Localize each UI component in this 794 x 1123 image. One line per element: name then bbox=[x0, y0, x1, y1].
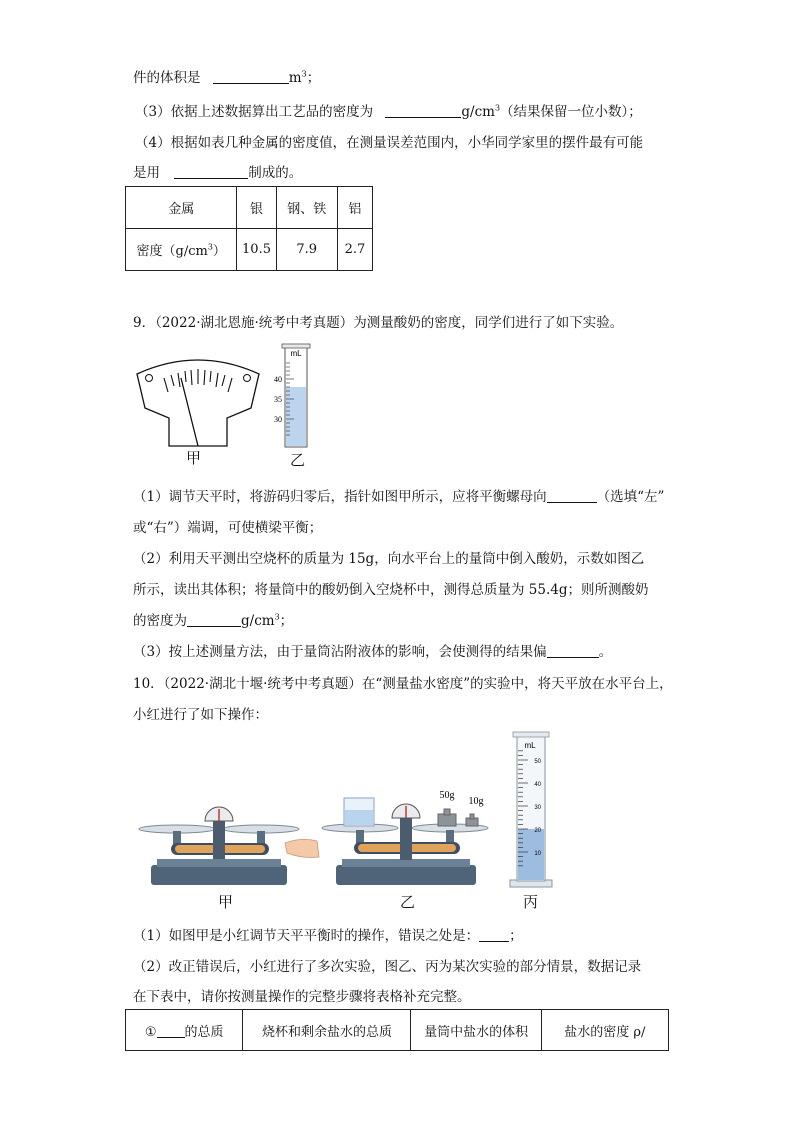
q10-title-line1: 10．（2022·湖北十堰·统考中考真题）在“测量盐水密度”的实验中，将天平放在水平台上， bbox=[133, 676, 673, 692]
q9-title: 9．（2022·湖北恩施·统考中考真题）为测量酸奶的密度，同学们进行了如下实验。 bbox=[133, 315, 624, 331]
weight-label-10g: 10g bbox=[468, 796, 484, 807]
q9-item-3: （3）按上述测量方法，由于量筒沾附液体的影响，会使测得的结果偏 。 bbox=[133, 644, 613, 660]
figure-label-yi: 乙 bbox=[400, 893, 416, 911]
table-cell: 量筒中盐水的体积 bbox=[411, 1010, 541, 1051]
balance-figure-yi bbox=[320, 776, 500, 887]
prev-item-4-line1: （4）根据如表几种金属的密度值，在测量误差范围内，小华同学家里的摆件最有可能 bbox=[135, 135, 644, 151]
cylinder-figure-q9 bbox=[268, 343, 318, 449]
table-cell: 10.5 bbox=[237, 229, 276, 271]
hand-image bbox=[285, 839, 319, 857]
cylinder-unit-label: mL bbox=[290, 349, 302, 358]
cylinder-tick-label: 50 bbox=[534, 759, 541, 765]
q9-item-1-line2: 或“右”）端调，可使横梁平衡； bbox=[133, 520, 323, 536]
answer-blank[interactable] bbox=[187, 614, 241, 627]
table-row bbox=[126, 187, 373, 229]
cylinder-figure-q10 bbox=[508, 730, 554, 888]
balance-base bbox=[151, 865, 287, 885]
cylinder-tick-label: 20 bbox=[534, 828, 541, 834]
q9-item-2-line3: 的密度为 $g/cm^3$； bbox=[133, 612, 294, 629]
volume-line: 件的体积是 $m^3$； bbox=[133, 69, 321, 86]
table-row bbox=[126, 1010, 669, 1051]
table-cell: 金属 bbox=[126, 187, 237, 229]
balance-figure-jia bbox=[135, 805, 320, 887]
cylinder-tick-label: 40 bbox=[534, 782, 541, 788]
saltwater-data-table bbox=[125, 1009, 669, 1051]
table-row bbox=[126, 229, 373, 271]
answer-blank[interactable] bbox=[174, 166, 248, 179]
cylinder-tick-label: 40 bbox=[274, 375, 282, 384]
answer-blank[interactable] bbox=[213, 71, 289, 84]
cylinder-tick-label: 10 bbox=[534, 851, 541, 857]
cylinder-tick-label: 30 bbox=[274, 415, 282, 424]
answer-blank[interactable] bbox=[157, 1025, 185, 1038]
answer-blank[interactable] bbox=[547, 645, 599, 658]
table-cell: 铝 bbox=[337, 187, 372, 229]
table-cell: 密度$(g/cm^3)$ bbox=[126, 229, 237, 271]
answer-blank[interactable] bbox=[547, 490, 597, 503]
cylinder-liquid bbox=[286, 387, 306, 446]
balance-base bbox=[336, 865, 476, 885]
q9-item-2-line1: （2）利用天平测出空烧杯的质量为 15g，向水平台上的量筒中倒入酸奶，示数如图乙 bbox=[133, 551, 645, 567]
figure-label-yi: 乙 bbox=[290, 451, 306, 469]
table-cell: 盐水的密度 ρ/ bbox=[541, 1010, 668, 1051]
weight-label-50g: 50g bbox=[439, 790, 455, 801]
figure-label-jia: 甲 bbox=[186, 449, 202, 467]
cylinder-rim bbox=[513, 732, 549, 737]
answer-blank[interactable] bbox=[479, 929, 509, 942]
cylinder-tick-label: 30 bbox=[534, 805, 541, 811]
table-cell: 烧杯和剩余盐水的总质 bbox=[243, 1010, 411, 1051]
table-cell: 2.7 bbox=[337, 229, 372, 271]
q10-item-2-line2: 在下表中，请你按测量操作的完整步骤将表格补充完整。 bbox=[133, 989, 471, 1005]
answer-blank[interactable] bbox=[385, 105, 461, 118]
table-cell: 银 bbox=[237, 187, 276, 229]
q10-title-line2: 小红进行了如下操作： bbox=[133, 707, 268, 723]
metal-density-table bbox=[125, 186, 373, 271]
prev-item-3: （3）依据上述数据算出工艺品的密度为 $g/cm^3$（结果保留一位小数）； bbox=[135, 103, 642, 120]
table-cell: 7.9 bbox=[276, 229, 337, 271]
cylinder-tick-label: 35 bbox=[274, 395, 282, 404]
prev-item-4-line2: 是用 制成的。 bbox=[133, 165, 303, 181]
table-cell: 钢、铁 bbox=[276, 187, 337, 229]
figure-label-jia: 甲 bbox=[218, 893, 234, 911]
table-cell: ① 的总质 bbox=[126, 1010, 243, 1051]
q10-item-1: （1）如图甲是小红调节天平平衡时的操作，错误之处是： ； bbox=[133, 928, 523, 944]
balance-dial-figure bbox=[133, 352, 263, 448]
q10-item-2-line1: （2）改正错误后，小红进行了多次实验，图乙、丙为某次实验的部分情景，数据记录 bbox=[133, 959, 642, 975]
q9-item-1-line1: （1）调节天平时，将游码归零后，指针如图甲所示，应将平衡螺母向 （选填“左” bbox=[133, 489, 665, 505]
weight-50g bbox=[438, 814, 456, 826]
q9-item-2-line2: 所示，读出其体积；将量筒中的酸奶倒入空烧杯中，测得总质量为 55.4g；则所测酸奶 bbox=[133, 582, 649, 598]
figure-label-bing: 丙 bbox=[523, 893, 539, 911]
cylinder-rim bbox=[282, 344, 310, 348]
cylinder-unit-label: mL bbox=[524, 741, 536, 750]
